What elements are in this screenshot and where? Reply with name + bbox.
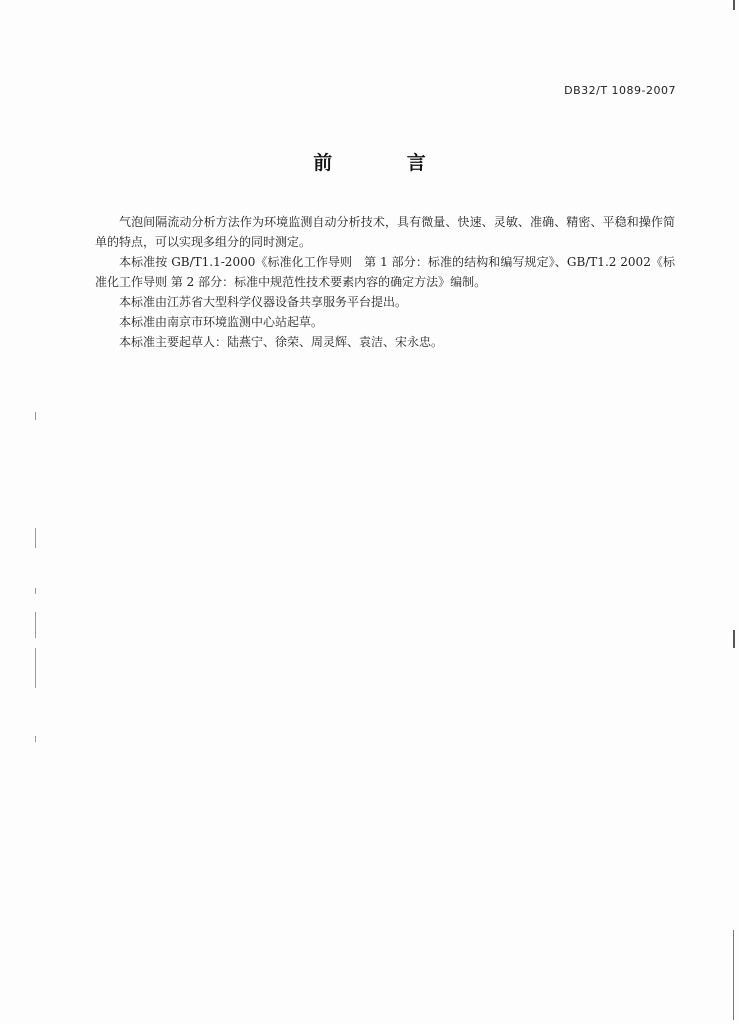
scan-mark xyxy=(733,930,734,1020)
scan-mark xyxy=(35,528,36,548)
paragraph-intro: 气泡间隔流动分析方法作为环境监测自动分析技术，具有微量、快速、灵敏、准确、精密、平稳和操作简单的特点，可以实现多组分的同时测定。 xyxy=(95,215,675,249)
section-title: 前 言 xyxy=(313,152,460,174)
scan-mark xyxy=(35,648,36,688)
scan-mark xyxy=(35,588,36,594)
scan-mark xyxy=(733,630,735,648)
paragraph-drafter-org: 本标准由南京市环境监测中心站起草。 xyxy=(119,315,324,329)
paragraph-drafters: 本标准主要起草人：陆燕宁、徐荣、周灵辉、袁洁、宋永忠。 xyxy=(119,335,444,349)
paragraph-standard-basis: 本标准按 GB/T1.1-2000《标准化工作导则 第 1 部分：标准的结构和编写规定》、GB/T1.2 2002《标准化工作导则 第 2 部分：标准中规范性技术要素内容的确定方法》编制。 xyxy=(95,255,675,289)
scan-mark xyxy=(35,612,36,638)
scan-mark xyxy=(35,736,36,742)
scan-mark xyxy=(35,412,36,420)
document-code: DB32/T 1089-2007 xyxy=(564,84,676,97)
paragraph-proposer: 本标准由江苏省大型科学仪器设备共享服务平台提出。 xyxy=(119,295,408,309)
document-body xyxy=(95,212,675,352)
scan-mark xyxy=(733,0,735,10)
